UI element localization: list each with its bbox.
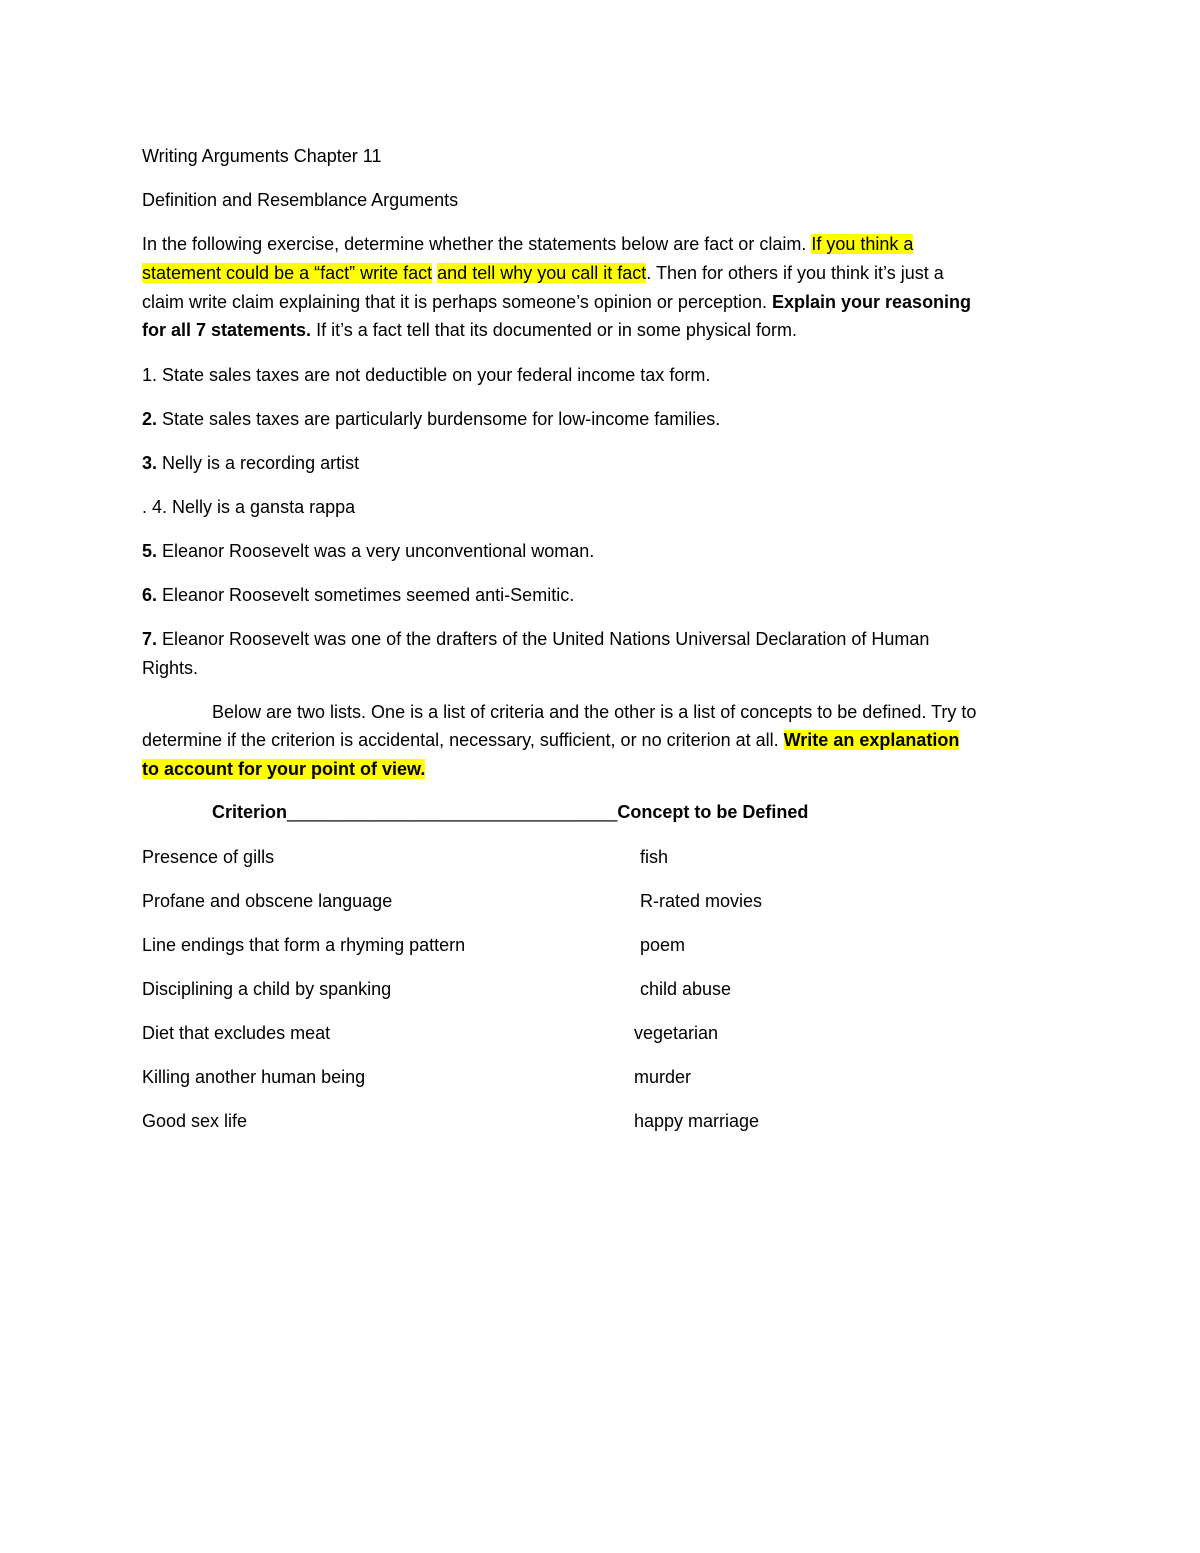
lists-intro-line-2 — [142, 729, 959, 751]
intro-text: . Then for others if you think it’s just a — [646, 263, 944, 283]
table-row-concept: child abuse — [640, 979, 732, 999]
lists-intro-bold-highlight: to account for your point of view. — [142, 759, 426, 779]
statement-2 — [142, 408, 720, 430]
table-row-criterion: Presence of gills — [142, 847, 275, 867]
statement-7 — [142, 628, 929, 650]
statement-number: 3. — [142, 453, 158, 473]
statement-4 — [142, 496, 355, 518]
statement-text: Eleanor Roosevelt sometimes seemed anti-Semitic. — [157, 585, 575, 605]
intro-bold: Explain your reasoning — [772, 292, 972, 312]
statement-text: Nelly is a gansta rappa — [167, 497, 356, 517]
intro-bold: for all 7 statements. — [142, 320, 312, 340]
statement-number: . 4. — [142, 497, 168, 517]
intro-text: In the following exercise, determine whether the statements below are fact or claim. — [142, 234, 812, 254]
table-row-concept: poem — [640, 935, 686, 955]
statement-number: 6. — [142, 585, 158, 605]
statement-text: Nelly is a recording artist — [157, 453, 360, 473]
table-row-concept: happy marriage — [634, 1111, 760, 1131]
statement-3 — [142, 452, 359, 474]
table-row-concept: R-rated movies — [640, 891, 763, 911]
statement-text: State sales taxes are particularly burdensome for low-income families. — [157, 409, 721, 429]
intro-text: claim write claim explaining that it is perhaps someone’s opinion or perception. — [142, 292, 772, 312]
header-underline: _________________________________ — [287, 802, 618, 822]
intro-line-2 — [142, 262, 944, 284]
concept-header: Concept to be Defined — [617, 802, 809, 822]
table-row-concept: vegetarian — [634, 1023, 719, 1043]
criterion-header: Criterion — [212, 802, 288, 822]
intro-line-3 — [142, 291, 971, 313]
intro-line-4 — [142, 319, 797, 341]
statement-number: 7. — [142, 629, 158, 649]
statement-text: Eleanor Roosevelt was one of the drafters of the United Nations Universal Declaration of Human — [157, 629, 930, 649]
table-row-criterion: Killing another human being — [142, 1067, 366, 1087]
statement-5 — [142, 540, 594, 562]
intro-highlight: and tell why you call it fact — [437, 263, 647, 283]
intro-highlight: statement could be a “fact” write fact — [142, 263, 433, 283]
table-row-criterion: Disciplining a child by spanking — [142, 979, 392, 999]
table-header — [212, 801, 808, 823]
document-title: Writing Arguments Chapter 11 — [142, 146, 382, 166]
statement-1 — [142, 364, 710, 386]
document-subtitle: Definition and Resemblance Arguments — [142, 190, 459, 210]
statement-text: State sales taxes are not deductible on your federal income tax form. — [157, 365, 711, 385]
statement-text: Eleanor Roosevelt was a very unconventional woman. — [157, 541, 595, 561]
intro-highlight: If you think a — [811, 234, 914, 254]
table-row-criterion: Line endings that form a rhyming pattern — [142, 935, 466, 955]
lists-intro-line-1: Below are two lists. One is a list of criteria and the other is a list of concepts to be defined. Try to — [212, 702, 977, 722]
intro-line-1 — [142, 233, 913, 255]
lists-intro-text: determine if the criterion is accidental, necessary, sufficient, or no criterion at all. — [142, 730, 784, 750]
statement-number: 5. — [142, 541, 158, 561]
statement-number: 1. — [142, 365, 158, 385]
table-row-criterion: Profane and obscene language — [142, 891, 393, 911]
table-row-criterion: Diet that excludes meat — [142, 1023, 331, 1043]
intro-text: If it’s a fact tell that its documented or in some physical form. — [311, 320, 797, 340]
statement-6 — [142, 584, 574, 606]
statement-number: 2. — [142, 409, 158, 429]
table-row-concept: fish — [640, 847, 669, 867]
lists-intro-line-3 — [142, 758, 425, 780]
table-row-concept: murder — [634, 1067, 692, 1087]
lists-intro-bold-highlight: Write an explanation — [783, 730, 960, 750]
table-row-criterion: Good sex life — [142, 1111, 248, 1131]
statement-7-continued: Rights. — [142, 658, 199, 678]
